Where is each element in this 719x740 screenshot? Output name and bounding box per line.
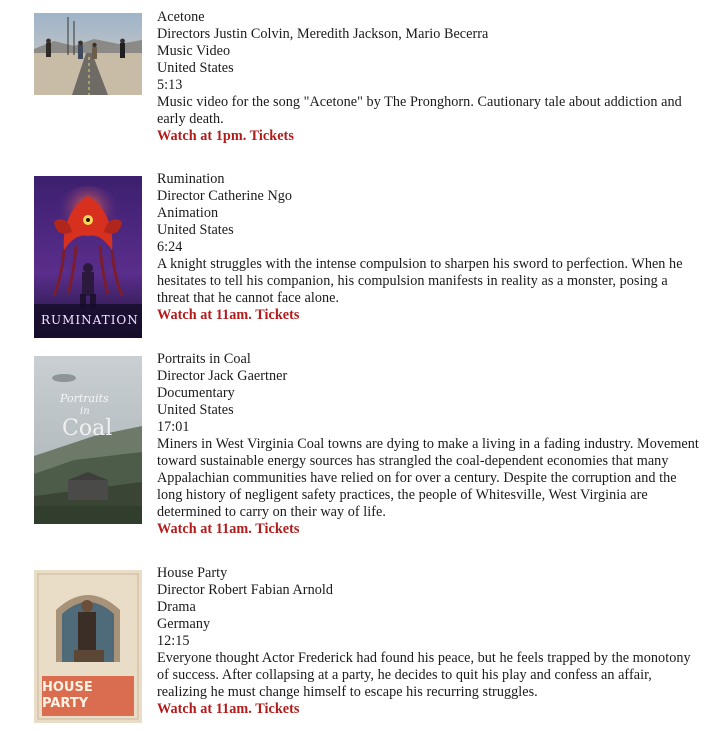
tickets-link[interactable]: Tickets bbox=[255, 701, 300, 717]
film-country: United States bbox=[157, 402, 234, 418]
film-genre: Drama bbox=[157, 599, 196, 615]
tickets-link[interactable]: Tickets bbox=[255, 521, 300, 537]
portraits-in-coal-poster-image[interactable] bbox=[34, 356, 142, 524]
acetone-details bbox=[157, 9, 702, 145]
film-country: United States bbox=[157, 222, 234, 238]
house-party-poster-title-line1: HOUSE bbox=[42, 680, 93, 695]
film-directors: Director Jack Gaertner bbox=[157, 368, 288, 384]
tickets-link[interactable]: Tickets bbox=[249, 128, 294, 144]
watch-time-link[interactable]: Watch at 11am. bbox=[157, 701, 252, 717]
film-description: Music video for the song "Acetone" by The Pronghorn. Cautionary tale about addiction and early death. bbox=[157, 94, 682, 127]
film-runtime: 6:24 bbox=[157, 239, 183, 255]
house-party-poster-title-line2: PARTY bbox=[42, 696, 89, 711]
film-description: Miners in West Virginia Coal towns are dying to make a living in a fading industry. Movement toward sustainable energy sources has strangled the coal-dependent economies that many Appalachian communities have relied on for over a century. Despite the corruption and the long history of negligent safety practices, the people of Whitesville, West Virginia are determined to carry on their way of life. bbox=[157, 436, 699, 520]
screening-info bbox=[157, 128, 702, 145]
film-runtime: 5:13 bbox=[157, 77, 183, 93]
portraits-in-coal-details bbox=[157, 351, 702, 538]
film-title: Rumination bbox=[157, 171, 225, 187]
acetone-poster-image[interactable] bbox=[34, 13, 142, 95]
film-runtime: 12:15 bbox=[157, 633, 190, 649]
film-runtime: 17:01 bbox=[157, 419, 190, 435]
rumination-details bbox=[157, 171, 702, 324]
house-party-details bbox=[157, 565, 702, 718]
portraits-in-coal-poster-title-line1: Portraits bbox=[60, 392, 109, 405]
film-genre: Documentary bbox=[157, 385, 235, 401]
film-description: Everyone thought Actor Frederick had found his peace, but he feels trapped by the monotony of success. After collapsing at a party, he decides to quit his play and confess an affair, realizing he must change himself to escape his recurring struggles. bbox=[157, 650, 691, 700]
film-country: Germany bbox=[157, 616, 211, 632]
screening-info bbox=[157, 701, 702, 718]
rumination-poster-title: RUMINATION bbox=[41, 313, 139, 327]
watch-time-link[interactable]: Watch at 11am. bbox=[157, 307, 252, 323]
film-title: House Party bbox=[157, 565, 228, 581]
film-directors: Director Robert Fabian Arnold bbox=[157, 582, 333, 598]
tickets-link[interactable]: Tickets bbox=[255, 307, 300, 323]
portraits-in-coal-poster-title-line2: in bbox=[80, 406, 90, 417]
screening-info bbox=[157, 307, 702, 324]
film-description: A knight struggles with the intense compulsion to sharpen his sword to perfection. When he hesitates to tell his companion, his compulsion manifests in reality as a monster, posing a threat that he cannot face alone. bbox=[157, 256, 683, 306]
film-genre: Animation bbox=[157, 205, 219, 221]
film-genre: Music Video bbox=[157, 43, 231, 59]
film-title: Acetone bbox=[157, 9, 205, 25]
watch-time-link[interactable]: Watch at 11am. bbox=[157, 521, 252, 537]
rumination-poster-image[interactable] bbox=[34, 176, 142, 338]
house-party-poster-image[interactable] bbox=[34, 570, 142, 723]
screening-info bbox=[157, 521, 702, 538]
film-country: United States bbox=[157, 60, 234, 76]
film-directors: Directors Justin Colvin, Meredith Jackson, Mario Becerra bbox=[157, 26, 489, 42]
film-directors: Director Catherine Ngo bbox=[157, 188, 293, 204]
portraits-in-coal-poster-title-line3: Coal bbox=[62, 416, 113, 441]
film-title: Portraits in Coal bbox=[157, 351, 251, 367]
watch-time-link[interactable]: Watch at 1pm. bbox=[157, 128, 247, 144]
